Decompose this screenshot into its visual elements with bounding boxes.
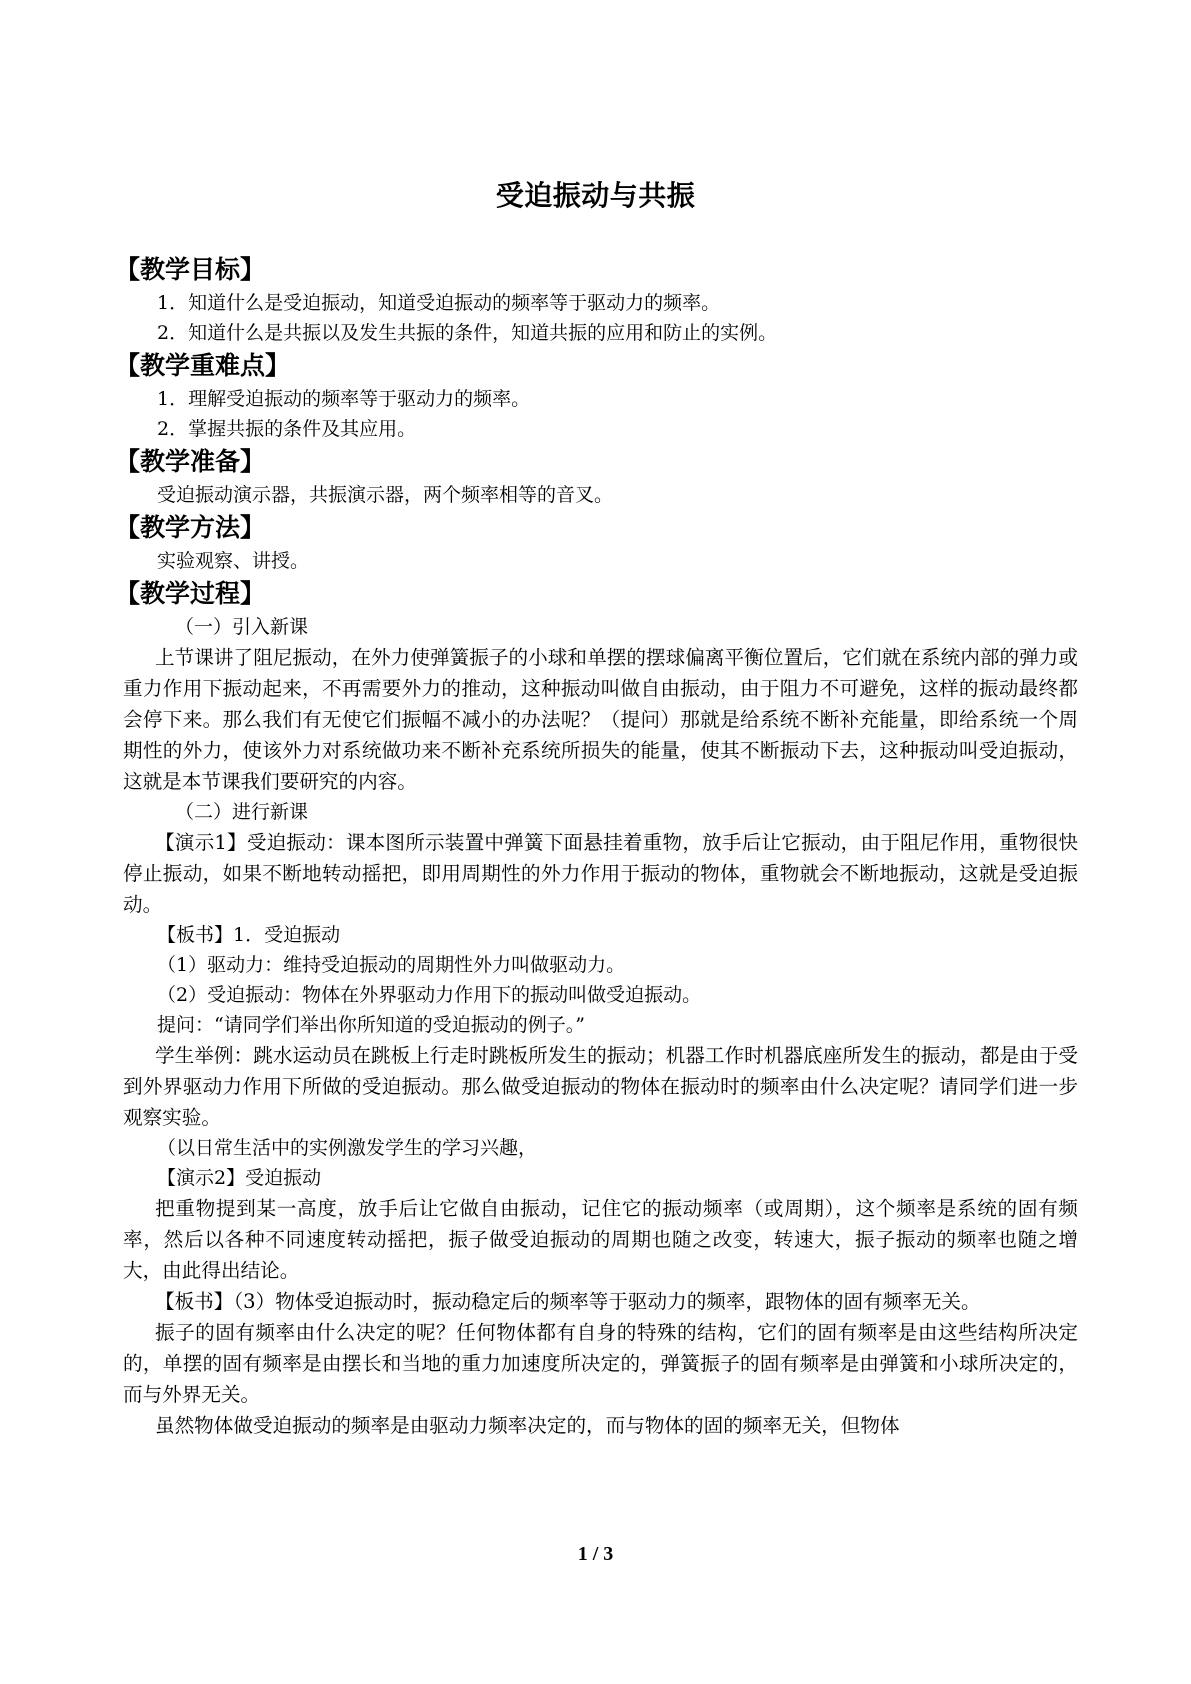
last-paragraph: 虽然物体做受迫振动的频率是由驱动力频率决定的，而与物体的固的频率无关，但物体 bbox=[155, 1414, 900, 1437]
process-part1-title: （一）引入新课 bbox=[175, 616, 309, 638]
preparation-text: 受迫振动演示器，共振演示器，两个频率相等的音叉。 bbox=[157, 484, 614, 506]
current-page: 1 bbox=[577, 1543, 588, 1565]
document-body bbox=[115, 252, 1078, 1441]
board-note-1-sub2: （2）受迫振动：物体在外界驱动力作用下的振动叫做受迫振动。 bbox=[157, 984, 702, 1006]
demo1-paragraph: 【演示1】受迫振动：课本图所示装置中弹簧下面悬挂着重物，放手后让它振动，由于阻尼作用，重物很快停止振动，如果不断地转动摇把，即用周期性的外力作用于振动的物体，重物就会不断地振动，这就是受迫振动。 bbox=[123, 831, 1078, 916]
examples-paragraph: 学生举例：跳水运动员在跳板上行走时跳板所发生的振动；机器工作时机器底座所发生的振动，都是由于受到外界驱动力作用下所做的受迫振动。那么做受迫振动的物体在振动时的频率由什么决定呢？请同学们进一步观察实验。 bbox=[123, 1044, 1078, 1129]
board-note-1-sub1: （1）驱动力：维持受迫振动的周期性外力叫做驱动力。 bbox=[157, 954, 626, 976]
note-line: （以日常生活中的实例激发学生的学习兴趣， bbox=[157, 1137, 538, 1159]
section-heading-process: 【教学过程】 bbox=[115, 579, 266, 608]
page-title: 受迫振动与共振 bbox=[495, 179, 696, 212]
demo2-paragraph: 把重物提到某一高度，放手后让它做自由振动，记住它的振动频率（或周期），这个频率是系统的固有频率，然后以各种不同速度转动摇把，振子做受迫振动的周期也随之改变，转速大，振子振动的频率也随之增大，由此得出结论。 bbox=[123, 1197, 1078, 1282]
total-pages: 3 bbox=[603, 1543, 614, 1565]
intro-paragraph: 上节课讲了阻尼振动，在外力使弹簧振子的小球和单摆的摆球偏离平衡位置后，它们就在系统内部的弹力或重力作用下振动起来，不再需要外力的推动，这种振动叫做自由振动，由于阻力不可避免，这样的振动最终都会停下来。那么我们有无使它们振幅不减小的办法呢？（提问）那就是给系统不断补充能量，即给系统一个周期性的外力，使该外力对系统做功来不断补充系统所损失的能量，使其不断振动下去，这种振动叫受迫振动，这就是本节课我们要研究的内容。 bbox=[123, 646, 1078, 793]
key-point-item: 1．理解受迫振动的频率等于驱动力的频率。 bbox=[157, 388, 531, 410]
question-line: 提问：“请同学们举出你所知道的受迫振动的例子。” bbox=[157, 1014, 585, 1036]
section-heading-method: 【教学方法】 bbox=[115, 513, 266, 542]
process-part2-title: （二）进行新课 bbox=[175, 801, 309, 823]
natural-frequency-paragraph: 振子的固有频率由什么决定的呢？任何物体都有自身的特殊的结构，它们的固有频率是由这些结构所决定的，单摆的固有频率是由摆长和当地的重力加速度所决定的，弹簧振子的固有频率是由弹簧和小球所决定的，而与外界无关。 bbox=[123, 1321, 1078, 1406]
board-note-1: 【板书】1．受迫振动 bbox=[157, 924, 341, 946]
page-number bbox=[0, 1543, 1191, 1566]
demo2-title: 【演示2】受迫振动 bbox=[157, 1167, 322, 1189]
key-point-item: 2．掌握共振的条件及其应用。 bbox=[157, 418, 417, 440]
section-heading-key-points: 【教学重难点】 bbox=[115, 351, 291, 380]
section-heading-goals: 【教学目标】 bbox=[115, 255, 266, 284]
goal-item: 1．知道什么是受迫振动，知道受迫振动的频率等于驱动力的频率。 bbox=[157, 292, 721, 314]
board-note-2: 【板书】（3）物体受迫振动时，振动稳定后的频率等于驱动力的频率，跟物体的固有频率无关。 bbox=[155, 1290, 981, 1313]
goal-item: 2．知道什么是共振以及发生共振的条件，知道共振的应用和防止的实例。 bbox=[157, 322, 778, 344]
method-text: 实验观察、讲授。 bbox=[157, 550, 310, 572]
section-heading-preparation: 【教学准备】 bbox=[115, 447, 266, 476]
page-separator: / bbox=[587, 1543, 604, 1565]
